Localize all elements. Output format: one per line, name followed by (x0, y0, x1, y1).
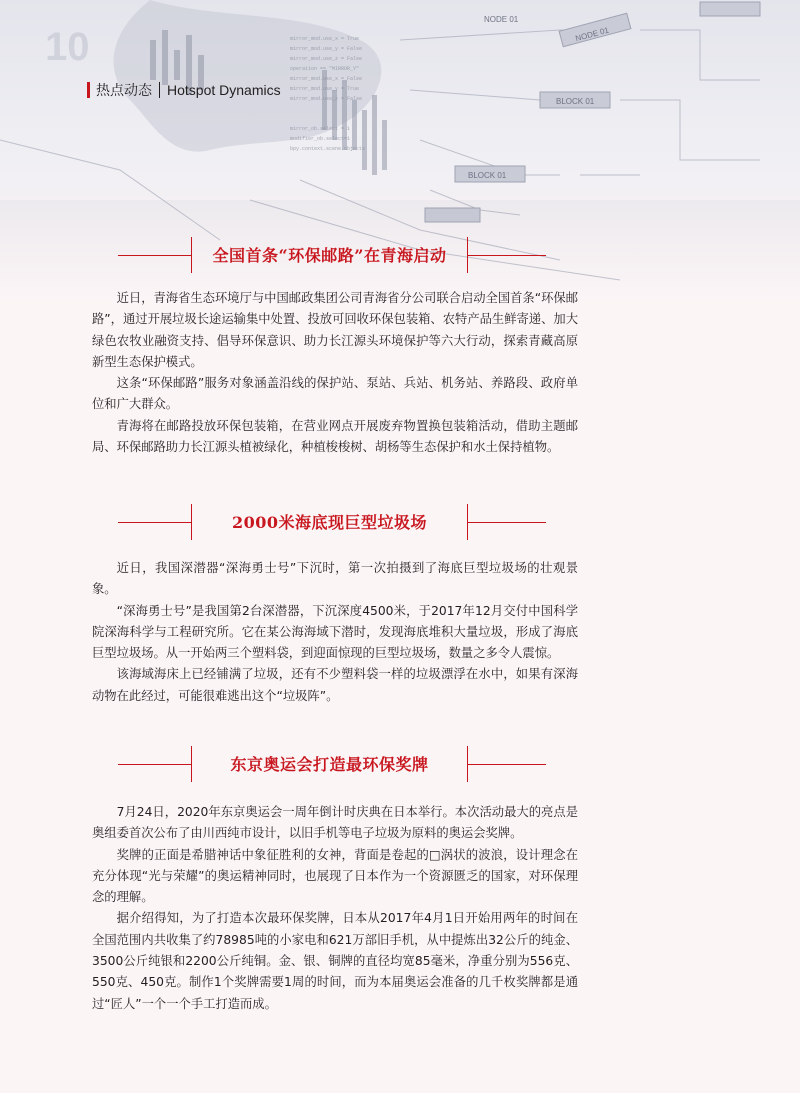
svg-text:mirror_mod.use_y = False: mirror_mod.use_y = False (290, 46, 363, 52)
svg-text:bpy.context.scene.objects: bpy.context.scene.objects (290, 146, 366, 152)
article-paragraph: 近日，我国深潜器“深海勇士号”下沉时，第一次拍摄到了海底巨型垃圾场的壮观景象。 (92, 561, 578, 597)
article-body (92, 802, 578, 1015)
section-name-english: Hotspot Dynamics (167, 82, 281, 98)
title-line-right (468, 522, 546, 523)
title-line-right (468, 764, 546, 765)
article-paragraph: 7月24日，2020年东京奥运会一周年倒计时庆典在日本举行。本次活动最大的亮点是奥组委首次公布了由川西纯市设计，以旧手机等电子垃圾为原料的奥运会奖牌。 (92, 805, 578, 841)
svg-text:modifier_ob.select=1: modifier_ob.select=1 (290, 136, 351, 142)
svg-text:mirror_mod.use_x = False: mirror_mod.use_x = False (290, 76, 363, 82)
title-line-right (468, 255, 546, 256)
header-divider (159, 82, 160, 98)
article-body (92, 558, 578, 707)
svg-text:NODE 01: NODE 01 (484, 15, 519, 24)
title-line-left (118, 764, 192, 765)
article-paragraph: 近日，青海省生态环境厅与中国邮政集团公司青海省分公司联合启动全国首条“环保邮路”，通过开展垃圾长途运输集中处置、投放可回收环保包装箱、农特产品生鲜寄递、加大绿色农牧业融资支持、倡导环保意识、助力长江源头环境保护等六大行动，探索青藏高原新型生态保护模式。 (92, 291, 578, 369)
svg-text:NODE 01: NODE 01 (574, 25, 610, 44)
article-paragraph: “深海勇士号”是我国第2台深潜器，下沉深度4500米，于2017年12月交付中国科学院深海科学与工程研究所。它在某公海海域下潜时，发现海底堆积大量垃圾，形成了海底巨型垃圾场。从一开始两三个塑料袋，到迎面惊现的巨型垃圾场，数量之多令人震惊。 (92, 603, 578, 661)
title-line-left (118, 522, 192, 523)
background-number: 10 (45, 25, 90, 69)
article-paragraph: 据介绍得知，为了打造本次最环保奖牌，日本从2017年4月1日开始用两年的时间在全国范围内共收集了约78985吨的小家电和621万部旧手机，从中提炼出32公斤的纯金、3500公斤纯银和2200公斤纯铜。金、银、铜牌的直径均宽85毫米，净重分别为556克、550克、450克。制作1个奖牌需要1周的时间，而为本届奥运会准备的几千枚奖牌都是通过“匠人”一个一个手工打造而成。 (92, 911, 578, 1011)
svg-text:mirror_mod.use_z = False: mirror_mod.use_z = False (290, 96, 363, 102)
article-paragraph: 该海域海床上已经铺满了垃圾，还有不少塑料袋一样的垃圾漂浮在水中，如果有深海动物在此经过，可能很难逃出这个“垃圾阵”。 (92, 667, 578, 703)
article-title-block (0, 502, 800, 542)
section-name-chinese: 热点动态 (96, 83, 152, 99)
svg-text:mirror_mod.use_z = False: mirror_mod.use_z = False (290, 56, 363, 62)
svg-text:mirror_mod.use_y = True: mirror_mod.use_y = True (290, 86, 360, 92)
section-header (87, 80, 281, 100)
article-title: 2000米海底现巨型垃圾场 (231, 513, 428, 532)
title-line-left (118, 255, 192, 256)
header-accent-bar (87, 82, 90, 98)
article-body (92, 288, 578, 458)
article-title: 全国首条“环保邮路”在青海启动 (212, 246, 447, 265)
article-paragraph: 青海将在邮路投放环保包装箱，在营业网点开展废弃物置换包装箱活动，借助主题邮局、环保邮路助力长江源头植被绿化，种植梭梭树、胡杨等生态保护和水土保持植物。 (92, 418, 578, 455)
svg-text:BLOCK 01: BLOCK 01 (556, 97, 595, 106)
node-labels (468, 15, 610, 180)
article-paragraph: 这条“环保邮路”服务对象涵盖沿线的保护站、泵站、兵站、机务站、养路段、政府单位和广大群众。 (92, 376, 578, 412)
svg-text:mirror_ob.select = 1: mirror_ob.select = 1 (290, 126, 351, 132)
article-title-block (0, 744, 800, 784)
article-title: 东京奥运会打造最环保奖牌 (230, 755, 429, 774)
article-title-block (0, 235, 800, 275)
svg-text:mirror_mod.use_x = True: mirror_mod.use_x = True (290, 36, 360, 42)
article-paragraph: 奖牌的正面是希腊神话中象征胜利的女神，背面是卷起的□涡状的波浪，设计理念在充分体现“光与荣耀”的奥运精神同时，也展现了日本作为一个资源匮乏的国家，对环保理念的理解。 (92, 847, 578, 905)
svg-text:BLOCK 01: BLOCK 01 (468, 171, 507, 180)
svg-text:operation == "MIRROR_Y": operation == "MIRROR_Y" (290, 66, 360, 72)
